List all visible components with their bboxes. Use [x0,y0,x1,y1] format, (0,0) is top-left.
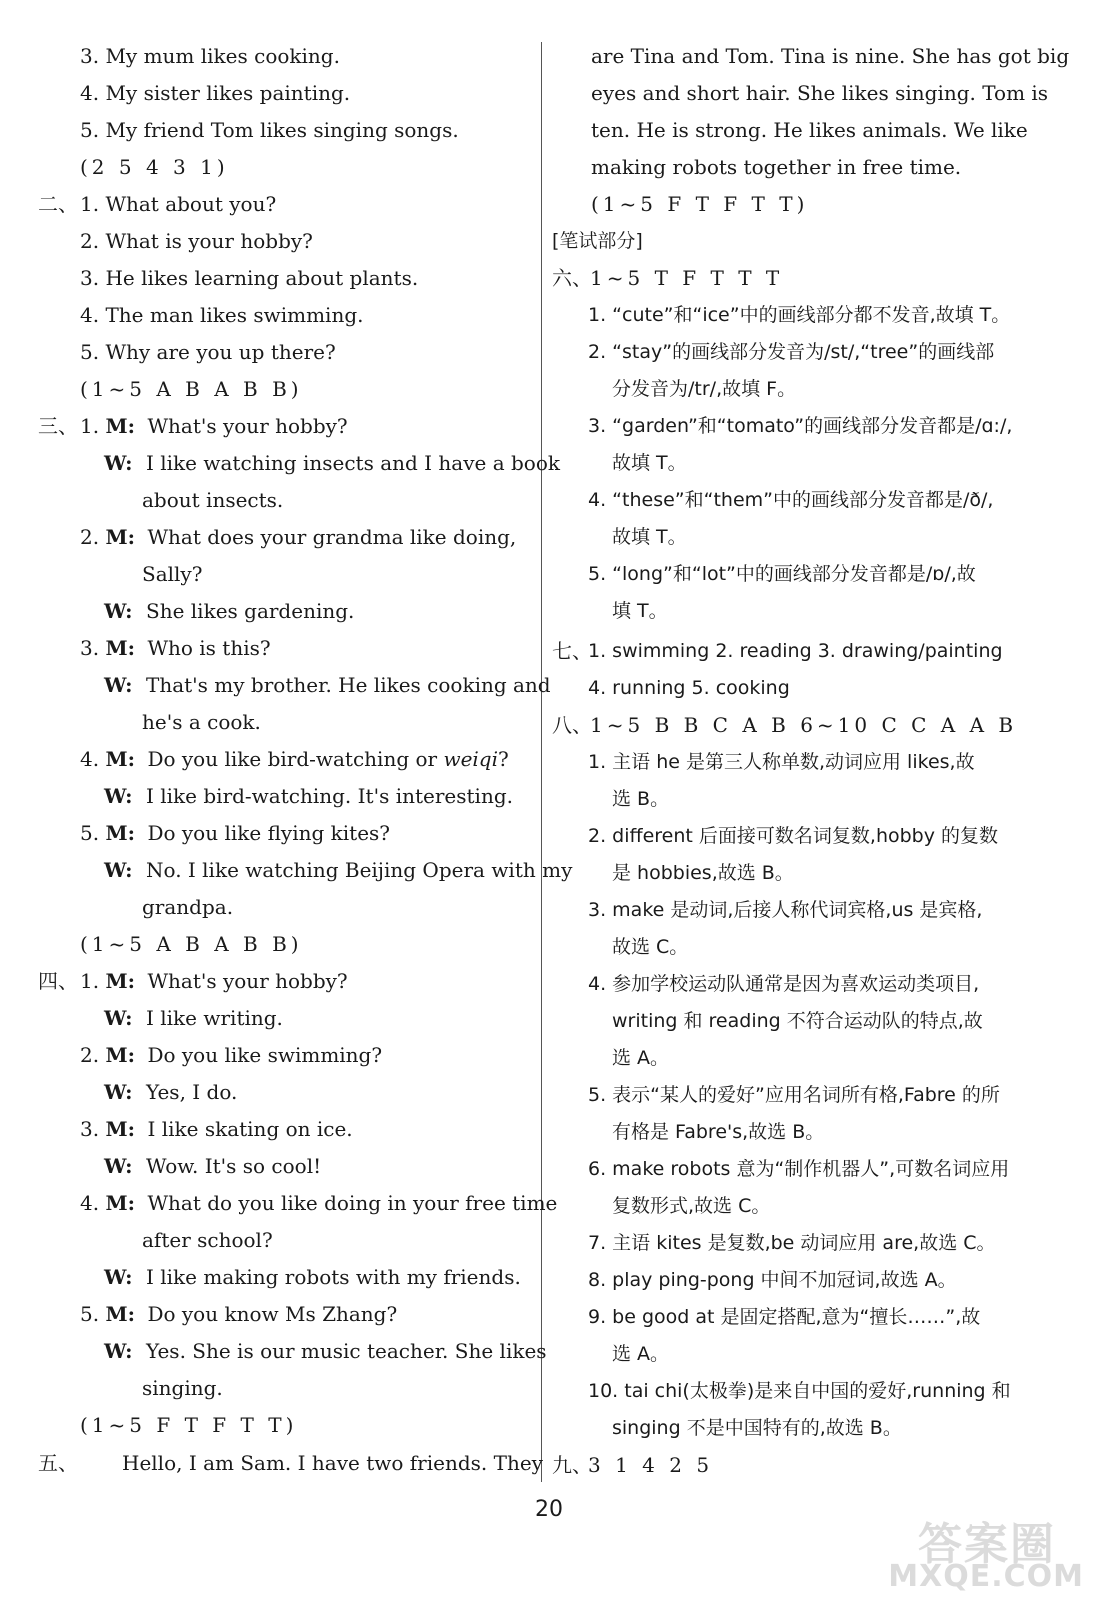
item-number: 4. [80,1191,100,1215]
dialog-text: I like making robots with my friends. [146,1265,521,1289]
item-number: 2. [80,525,100,549]
s4-dialog-4-m [80,1188,557,1218]
s3-dialog-2-m-cont: Sally? [142,562,203,586]
dialog-text: What do you like doing in your free time [147,1191,558,1215]
page-number: 20 [535,1497,563,1522]
s6-item: 1. “cute”和“ice”中的画线部分都不发音,故填 T。 [588,304,1011,326]
s8-item: 7. 主语 kites 是复数,be 动词应用 are,故选 C。 [588,1232,996,1254]
column-divider [541,42,542,1482]
dialog-text: What's your hobby? [147,414,348,438]
s2-line-5: 5. Why are you up there? [80,340,336,364]
s6-item-cont: 故填 T。 [612,452,687,474]
dialog-text: Yes, I do. [146,1080,238,1104]
s4-dialog-2-w [104,1077,237,1107]
dialog-text: That's my brother. He likes cooking and [146,673,551,697]
section-5-label: 五、 [38,1451,78,1475]
s8-item: 1. 主语 he 是第三人称单数,动词应用 likes,故 [588,751,975,773]
s6-item: 3. “garden”和“tomato”的画线部分发音都是/ɑ:/, [588,415,1013,437]
watermark-url: MXQE.COM [888,1559,1084,1594]
s8-item: 3. make 是动词,后接人称代词宾格,us 是宾格, [588,899,983,921]
s3-dialog-3-m [80,633,271,663]
item-number: 5. [80,821,100,845]
s4-dialog-2-m [80,1040,382,1070]
watermark [884,1508,1084,1594]
s3-dialog-3-w [104,670,551,700]
s8-item-cont: 选 A。 [612,1047,670,1069]
dialog-text: I like watching insects and I have a book [146,451,561,475]
s4-dialog-4-w [104,1262,521,1292]
s8-item: 2. different 后面接可数名词复数,hobby 的复数 [588,825,999,847]
item-number: 1. [80,414,100,438]
item-number: 3. [80,1117,100,1141]
section-8-label: 八、 [552,713,592,737]
s4-dialog-1-w [104,1003,283,1033]
s3-answer: (1~5 A B A B B) [80,932,303,956]
passage-answer: (1~5 F T F T T) [591,192,809,216]
s3-dialog-1-w-cont: about insects. [142,488,284,512]
s3-dialog-1-m [80,411,348,441]
s3-dialog-1-w [104,448,560,478]
s8-item: 4. 参加学校运动队通常是因为喜欢运动类项目, [588,973,980,995]
s8-item-cont: 是 hobbies,故选 B。 [612,862,794,884]
s9-answer: 3 1 4 2 5 [588,1453,714,1477]
item-number: 2. [80,1043,100,1067]
s3-dialog-2-w [104,596,354,626]
speaker-w: W: [104,1080,133,1104]
s2-line-3: 3. He likes learning about plants. [80,266,419,290]
s8-answer: 1~5 B B C A B 6~10 C C A A B [590,713,1018,737]
dialog-text: What does your grandma like doing, [147,525,517,549]
section-9-label: 九、 [552,1453,592,1477]
s2-answer: (1~5 A B A B B) [80,377,303,401]
dialog-text: Yes. She is our music teacher. She likes [146,1339,547,1363]
s8-item: 6. make robots 意为“制作机器人”,可数名词应用 [588,1158,1010,1180]
s6-answer: 1~5 T F T T T [590,266,784,290]
written-section-header: [笔试部分] [552,230,643,252]
dialog-text: Do you like bird-watching or [147,747,444,771]
s5-passage-start: Hello, I am Sam. I have two friends. They [122,1451,543,1475]
s4-answer: (1~5 F T F T T) [80,1413,298,1437]
q1-answer: (2 5 4 3 1) [80,155,229,179]
s2-line-1: 1. What about you? [80,192,277,216]
section-7-label: 七、 [552,639,592,663]
speaker-m: M: [105,1043,135,1067]
s6-item: 2. “stay”的画线部分发音为/st/,“tree”的画线部 [588,341,995,363]
dialog-text: ? [498,747,509,771]
s3-dialog-4-m [80,744,509,774]
passage-line-3: ten. He is strong. He likes animals. We like [591,118,1028,142]
speaker-m: M: [105,414,135,438]
speaker-w: W: [104,784,133,808]
s3-dialog-2-m [80,522,516,552]
q1-line-3: 3. My mum likes cooking. [80,44,340,68]
s8-item: 9. be good at 是固定搭配,意为“擅长……”,故 [588,1306,981,1328]
s6-item: 4. “these”和“them”中的画线部分发音都是/ð/, [588,489,994,511]
s4-dialog-1-m [80,966,348,996]
s7-line-1: 1. swimming 2. reading 3. drawing/painting [588,640,1003,662]
s8-item: 10. tai chi(太极拳)是来自中国的爱好,running 和 [588,1380,1011,1402]
s4-dialog-5-m [80,1299,397,1329]
dialog-text: Who is this? [147,636,271,660]
passage-line-2: eyes and short hair. She likes singing. Tom is [591,81,1049,105]
s2-line-2: 2. What is your hobby? [80,229,313,253]
speaker-m: M: [105,1191,135,1215]
section-6-label: 六、 [552,266,592,290]
s4-dialog-4-m-cont: after school? [142,1228,273,1252]
speaker-w: W: [104,1265,133,1289]
speaker-w: W: [104,1154,133,1178]
passage-line-4: making robots together in free time. [591,155,962,179]
dialog-text: Do you know Ms Zhang? [147,1302,398,1326]
dialog-text: I like writing. [146,1006,283,1030]
speaker-m: M: [105,1117,135,1141]
section-4-label: 四、 [38,969,78,993]
s4-dialog-3-w [104,1151,321,1181]
dialog-text: No. I like watching Beijing Opera with my [146,858,573,882]
s8-item-cont: 选 A。 [612,1343,670,1365]
s3-dialog-5-m [80,818,390,848]
dialog-text: What's your hobby? [147,969,348,993]
speaker-m: M: [105,821,135,845]
s8-item-cont: 复数形式,故选 C。 [612,1195,771,1217]
s6-item: 5. “long”和“lot”中的画线部分发音都是/ɒ/,故 [588,563,976,585]
speaker-m: M: [105,969,135,993]
speaker-w: W: [104,451,133,475]
section-2-label: 二、 [38,192,78,216]
item-number: 1. [80,969,100,993]
s4-dialog-3-m [80,1114,353,1144]
speaker-m: M: [105,1302,135,1326]
s3-dialog-3-w-cont: he's a cook. [142,710,261,734]
s8-item: 5. 表示“某人的爱好”应用名词所有格,Fabre 的所 [588,1084,1000,1106]
speaker-w: W: [104,599,133,623]
s8-item: 8. play ping-pong 中间不加冠词,故选 A。 [588,1269,957,1291]
item-number: 3. [80,636,100,660]
s8-item-cont: singing 不是中国特有的,故选 B。 [612,1417,902,1439]
speaker-m: M: [105,747,135,771]
s6-item-cont: 填 T。 [612,600,668,622]
italic-word: weiqi [443,747,499,771]
s3-dialog-5-w [104,855,572,885]
item-number: 4. [80,747,100,771]
s4-dialog-5-w [104,1336,547,1366]
dialog-text: She likes gardening. [146,599,355,623]
s3-dialog-4-w [104,781,513,811]
dialog-text: I like bird-watching. It's interesting. [146,784,513,808]
speaker-m: M: [105,636,135,660]
s8-item-cont: 选 B。 [612,788,670,810]
dialog-text: Do you like flying kites? [147,821,391,845]
watermark-logo: 答案圈 [918,1519,1056,1570]
dialog-text: Do you like swimming? [147,1043,383,1067]
s7-line-2: 4. running 5. cooking [588,677,790,699]
s8-item-cont: writing 和 reading 不符合运动队的特点,故 [612,1010,983,1032]
s8-item-cont: 有格是 Fabre's,故选 B。 [612,1121,825,1143]
speaker-w: W: [104,1339,133,1363]
section-3-label: 三、 [38,414,78,438]
s3-dialog-5-w-cont: grandpa. [142,895,234,919]
s6-item-cont: 故填 T。 [612,526,687,548]
item-number: 5. [80,1302,100,1326]
q1-line-4: 4. My sister likes painting. [80,81,351,105]
s6-item-cont: 分发音为/tr/,故填 F。 [612,378,797,400]
q1-line-5: 5. My friend Tom likes singing songs. [80,118,459,142]
s2-line-4: 4. The man likes swimming. [80,303,364,327]
passage-line-1: are Tina and Tom. Tina is nine. She has got big [591,44,1070,68]
speaker-w: W: [104,673,133,697]
speaker-m: M: [105,525,135,549]
s8-item-cont: 故选 C。 [612,936,689,958]
speaker-w: W: [104,1006,133,1030]
speaker-w: W: [104,858,133,882]
dialog-text: I like skating on ice. [147,1117,353,1141]
dialog-text: Wow. It's so cool! [146,1154,322,1178]
s4-dialog-5-w-cont: singing. [142,1376,223,1400]
